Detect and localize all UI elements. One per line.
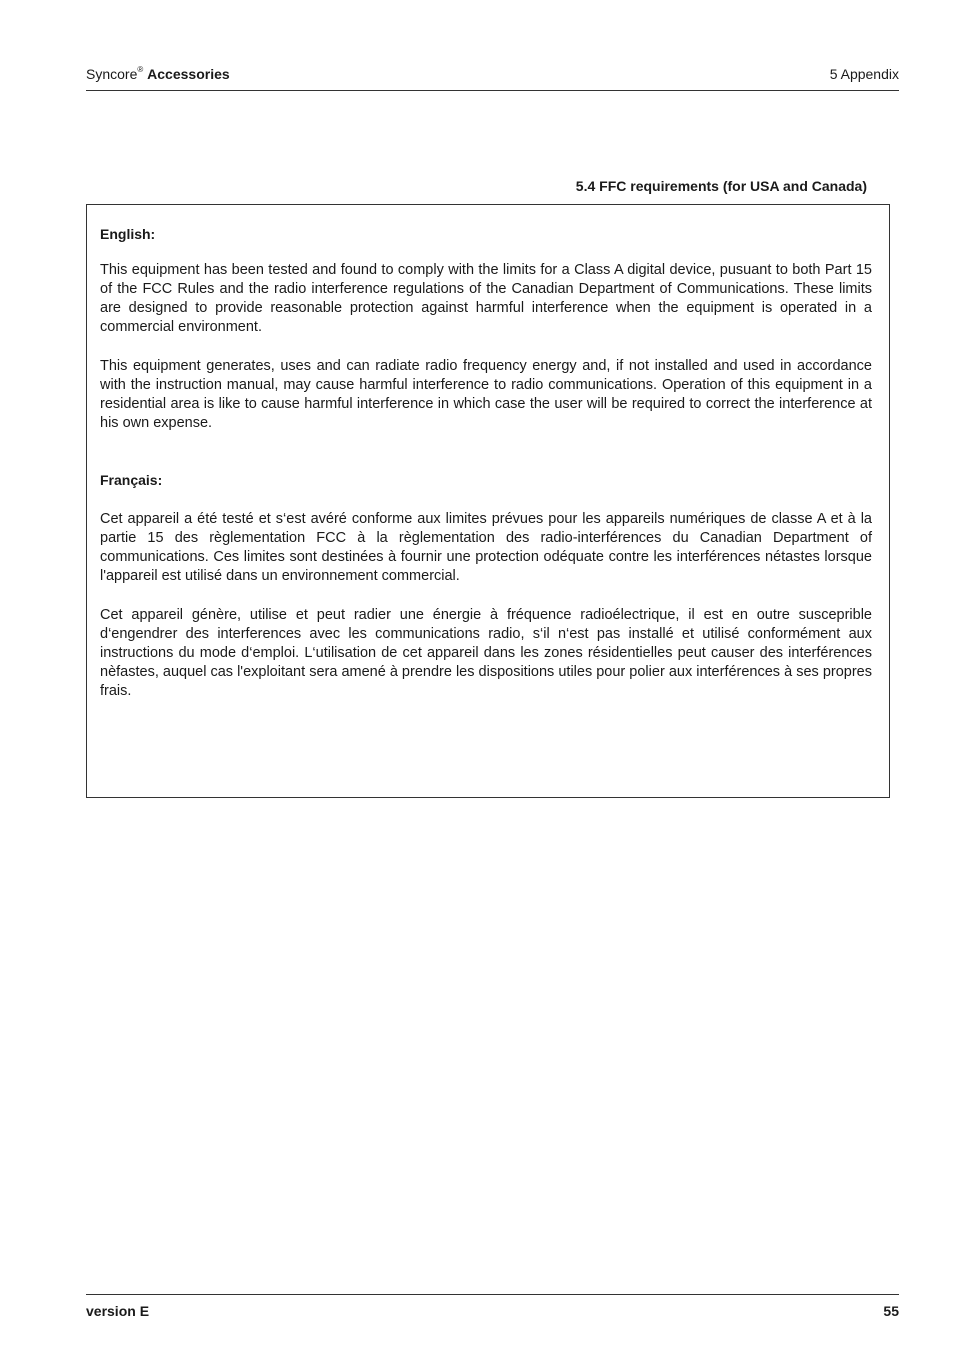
requirements-content	[100, 225, 872, 701]
english-heading: English:	[100, 226, 156, 242]
registered-mark: ®	[137, 65, 144, 74]
section-title: 5.4 FFC requirements (for USA and Canada)	[575, 178, 867, 194]
english-paragraph-1: This equipment has been tested and found to comply with the limits for a Class A digital device, pusuant to both Part 15 of the FCC Rules and the radio interference regulations of the Canadian Department of Communications. These limits are designed to provide reasonable protection against harmful interference when the equipment is operated in a commercial environment.	[100, 262, 872, 335]
brand-name: Syncore	[86, 66, 138, 82]
english-paragraph-2: This equipment generates, uses and can radiate radio frequency energy and, if not installed and used in accordance with the instruction manual, may cause harmful interference to radio communications. Operation of this equipment in a residential area is like to cause harmful interference in which case the user will be required to correct the interference at his own expense.	[100, 358, 872, 431]
chapter-label: 5 Appendix	[829, 66, 899, 82]
french-paragraph-2: Cet appareil génère, utilise et peut radier une énergie à fréquence radioélectrique, il est en outre susceprible d‘engendrer des interferences avec les communications radio, s‘il n‘est pas installé et utilisé conformément aux instructions du mode d‘emploi. L‘utilisation de cet appareil dans les zones résidentielles peut causer des interférences nèfastes, auquel cas l'exploitant sera amené à prendre les dispositions utiles pour polier aux interférences à ses propres frais.	[100, 607, 872, 699]
page-header	[86, 64, 899, 91]
document-title: Accessories	[147, 66, 230, 82]
french-paragraph-1: Cet appareil a été testé et s‘est avéré conforme aux limites prévues pour les appareils numériques de classe A et à la partie 15 des règlementation FCC à la règlementation des radio-interférences du Canadian Department of communications. Ces limites sont destinées à fournir une protection odéquate contre les interférences nétastes lorsque l'appareil est utilisé dans un environnement commercial.	[100, 511, 872, 584]
requirements-box	[86, 204, 890, 798]
page-number: 55	[883, 1303, 899, 1319]
version-label: version E	[86, 1303, 150, 1319]
page-footer	[86, 1294, 899, 1319]
header-title	[86, 66, 230, 82]
french-heading: Français:	[100, 472, 163, 488]
